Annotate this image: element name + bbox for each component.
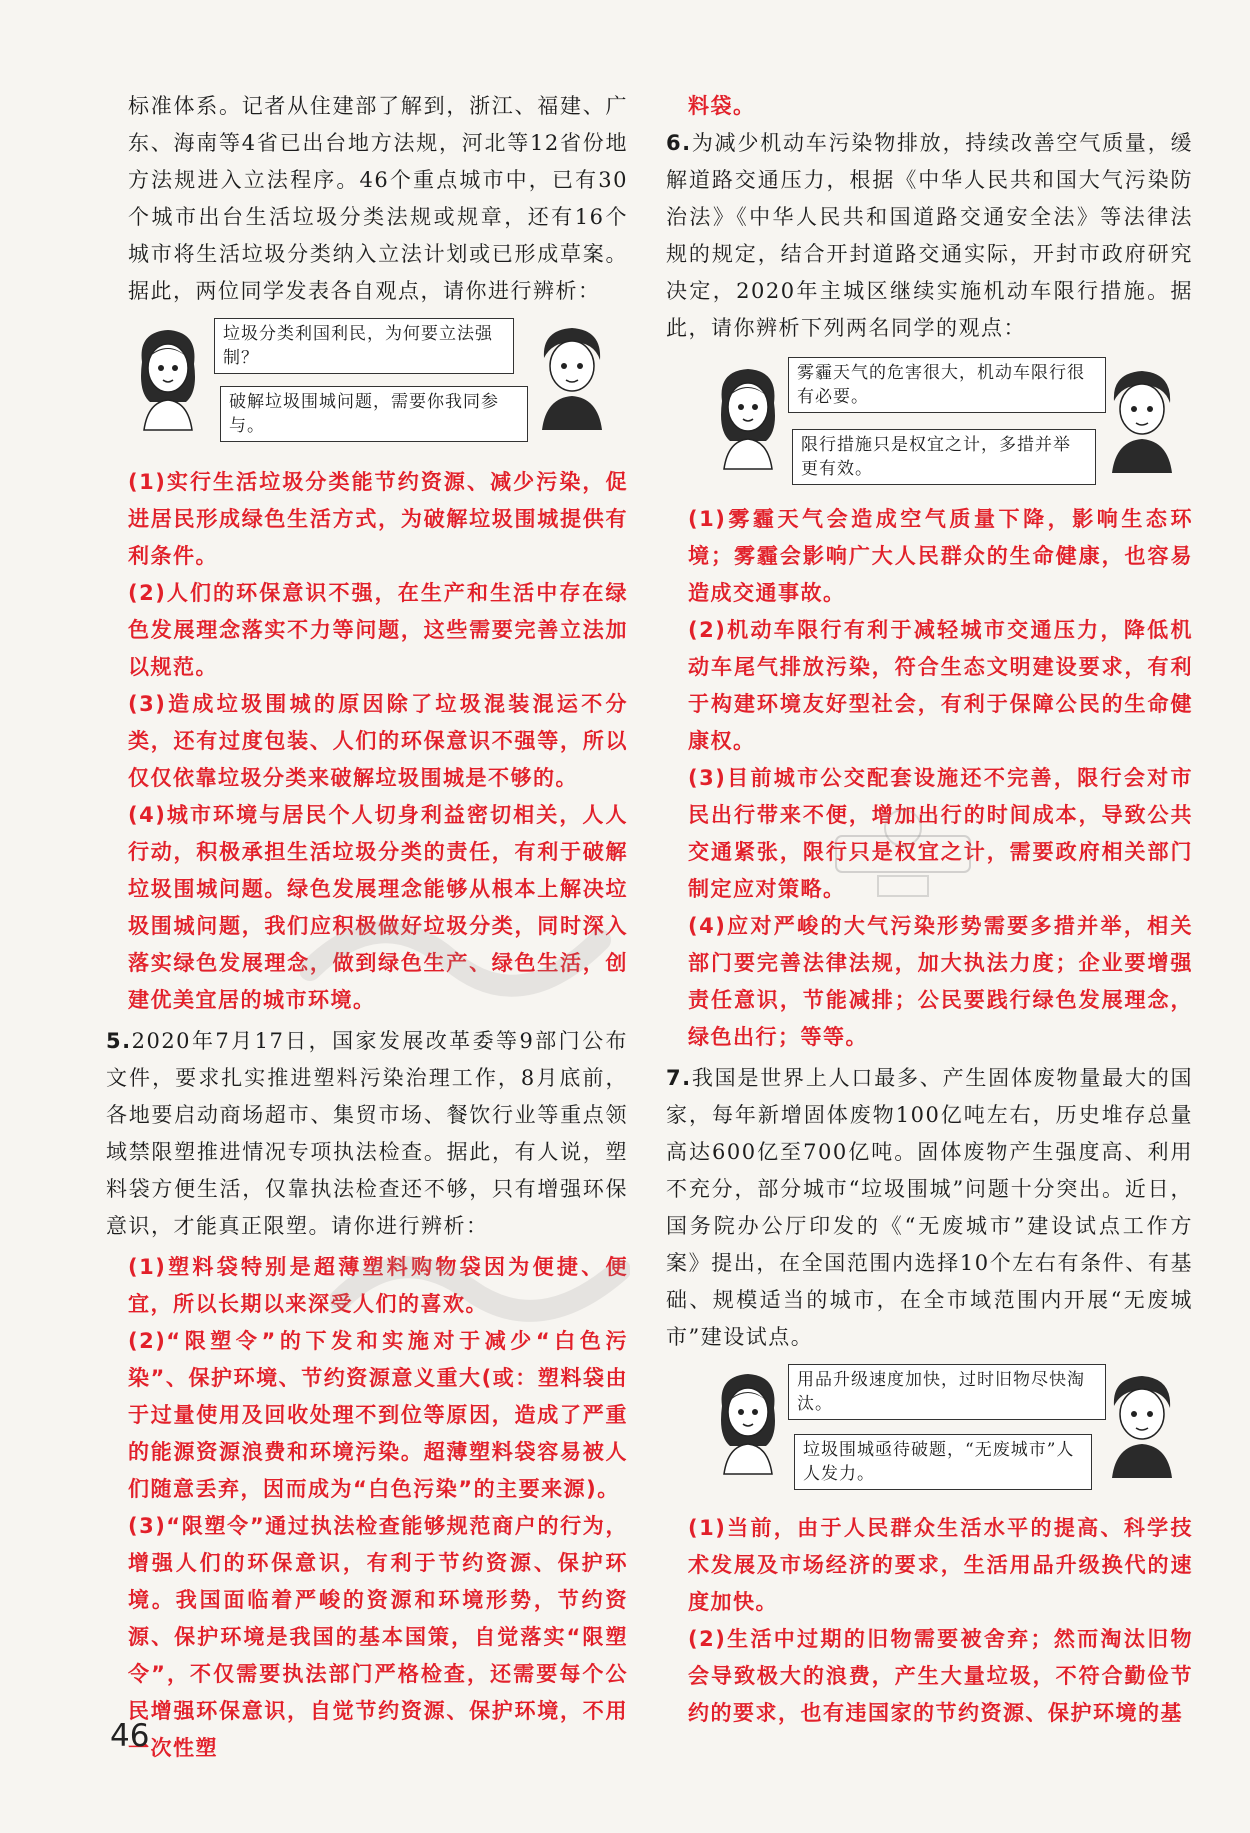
answer-paragraph: (3)“限塑令”通过执法检查能够规范商户的行为，增强人们的环保意识，有利于节约资源、保护环境。我国面临着严峻的资源和环境形势，节约资源、保护环境是我国的基本国策，自觉落实“限塑令”，不仅需要执法部门严格检查，还需要每个公民增强环保意识，自觉节约资源、保护环境，不用一次性塑 — [128, 1514, 628, 1760]
question-7 — [666, 1060, 1193, 1356]
watermark-scribble-icon — [330, 1220, 630, 1350]
answer-paragraph: (3)造成垃圾围城的原因除了垃圾混装混运不分类，还有过度包装、人们的环保意识不强等，所以仅仅依靠垃圾分类来破解垃圾围城是不够的。 — [128, 692, 628, 790]
girl-figure-icon — [708, 361, 788, 471]
question-6 — [666, 125, 1193, 347]
question-6-dialogue — [688, 353, 1193, 493]
question-number: 7. — [666, 1066, 692, 1090]
boy-figure-icon — [1098, 1368, 1184, 1478]
boy-speech-bubble: 破解垃圾围城问题，需要你我同参与。 — [220, 386, 528, 442]
question-number: 6. — [666, 131, 692, 155]
right-column — [666, 88, 1193, 1736]
girl-speech-bubble: 垃圾分类利国利民，为何要立法强制？ — [214, 318, 514, 374]
question-7-answers — [688, 1510, 1193, 1732]
answer-paragraph: (2)生活中过期的旧物需要被舍弃；然而淘汰旧物会导致极大的浪费，产生大量垃圾，不符合勤俭节约的要求，也有违国家的节约资源、保护环境的基 — [688, 1627, 1193, 1725]
boy-figure-icon — [1098, 363, 1184, 473]
answer-continuation: 料袋。 — [688, 94, 756, 118]
answer-paragraph: (4)城市环境与居民个人切身利益密切相关，人人行动，积极承担生活垃圾分类的责任，有利于破解垃圾围城问题。绿色发展理念能够从根本上解决垃圾围城问题，我们应积极做好垃圾分类，同时深入落实绿色发展理念，做到绿色生产、绿色生活，创建优美宜居的城市环境。 — [128, 803, 628, 1012]
boy-speech-bubble: 垃圾围城亟待破题，“无废城市”人人发力。 — [794, 1434, 1092, 1490]
answer-paragraph: (4)应对严峻的大气污染形势需要多措并举，相关部门要完善法律法规，加大执法力度；企业要增强责任意识，节能减排；公民要践行绿色发展理念，绿色出行；等等。 — [688, 914, 1193, 1049]
question-4-intro: 标准体系。记者从住建部了解到，浙江、福建、广东、海南等4省已出台地方法规，河北等12省份地方法规进入立法程序。46个重点城市中，已有30个城市出台生活垃圾分类法规或规章，还有16个城市将生活垃圾分类纳入立法计划或已形成草案。据此，两位同学发表各自观点，请你进行辨析： — [128, 94, 628, 303]
answer-paragraph: (1)塑料袋特别是超薄塑料购物袋因为便捷、便宜，所以长期以来深受人们的喜欢。 — [128, 1255, 628, 1316]
question-6-text: 为减少机动车污染物排放，持续改善空气质量，缓解道路交通压力，根据《中华人民共和国大气污染防治法》《中华人民共和国道路交通安全法》等法律法规的规定，结合开封道路交通实际，开封市政府研究决定，2020年主城区继续实施机动车限行措施。据此，请你辨析下列两名同学的观点： — [666, 131, 1193, 340]
question-4-dialogue — [128, 316, 628, 456]
page-number: 46 — [110, 1718, 150, 1754]
girl-speech-bubble: 用品升级速度加快，过时旧物尽快淘汰。 — [788, 1364, 1106, 1420]
question-number: 5. — [106, 1029, 132, 1053]
question-7-text: 我国是世界上人口最多、产生固体废物量最大的国家，每年新增固体废物100亿吨左右，历史堆存总量高达600亿至700亿吨。固体废物产生强度高、利用不充分，部分城市“垃圾围城”问题十分突出。近日，国务院办公厅印发的《“无废城市”建设试点工作方案》提出，在全国范围内选择10个左右有条件、有基础、规模适当的城市，在全市域范围内开展“无废城市”建设试点。 — [666, 1066, 1193, 1349]
answer-paragraph: (2)人们的环保意识不强，在生产和生活中存在绿色发展理念落实不力等问题，这些需要完善立法加以规范。 — [128, 581, 628, 679]
answer-paragraph: (1)实行生活垃圾分类能节约资源、减少污染，促进居民形成绿色生活方式，为破解垃圾围城提供有利条件。 — [128, 470, 628, 568]
question-6-answers — [688, 501, 1193, 1056]
boy-speech-bubble: 限行措施只是权宜之计，多措并举更有效。 — [792, 429, 1096, 485]
question-5-text: 2020年7月17日，国家发展改革委等9部门公布文件，要求扎实推进塑料污染治理工作，8月底前，各地要启动商场超市、集贸市场、餐饮行业等重点领域禁限塑推进情况专项执法检查。据此，有人说，塑料袋方便生活，仅靠执法检查还不够，只有增强环保意识，才能真正限塑。请你进行辨析： — [106, 1029, 628, 1238]
question-7-dialogue — [688, 1362, 1193, 1502]
answer-paragraph: (3)目前城市公交配套设施还不完善，限行会对市民出行带来不便，增加出行的时间成本，导致公共交通紧张，限行只是权宜之计，需要政府相关部门制定应对策略。 — [688, 766, 1193, 901]
watermark-scribble-icon — [300, 880, 660, 1020]
girl-figure-icon — [128, 322, 208, 432]
question-5 — [106, 1023, 628, 1245]
answer-paragraph: (2)机动车限行有利于减轻城市交通压力，降低机动车尾气排放污染，符合生态文明建设要求，有利于构建环境友好型社会，有利于保障公民的生命健康权。 — [688, 618, 1193, 753]
answer-paragraph: (1)雾霾天气会造成空气质量下降，影响生态环境；雾霾会影响广大人民群众的生命健康，也容易造成交通事故。 — [688, 507, 1193, 605]
boy-figure-icon — [528, 320, 614, 430]
girl-figure-icon — [708, 1366, 788, 1476]
girl-speech-bubble: 雾霾天气的危害很大，机动车限行很有必要。 — [788, 357, 1106, 413]
answer-paragraph: (2)“限塑令”的下发和实施对于减少“白色污染”、保护环境、节约资源意义重大(或：塑料袋由于过量使用及回收处理不到位等原因，造成了严重的能源资源浪费和环境污染。超薄塑料袋容易被人们随意丢弃，因而成为“白色污染”的主要来源)。 — [128, 1329, 628, 1501]
answer-paragraph: (1)当前，由于人民群众生活水平的提高、科学技术发展及市场经济的要求，生活用品升级换代的速度加快。 — [688, 1516, 1193, 1614]
